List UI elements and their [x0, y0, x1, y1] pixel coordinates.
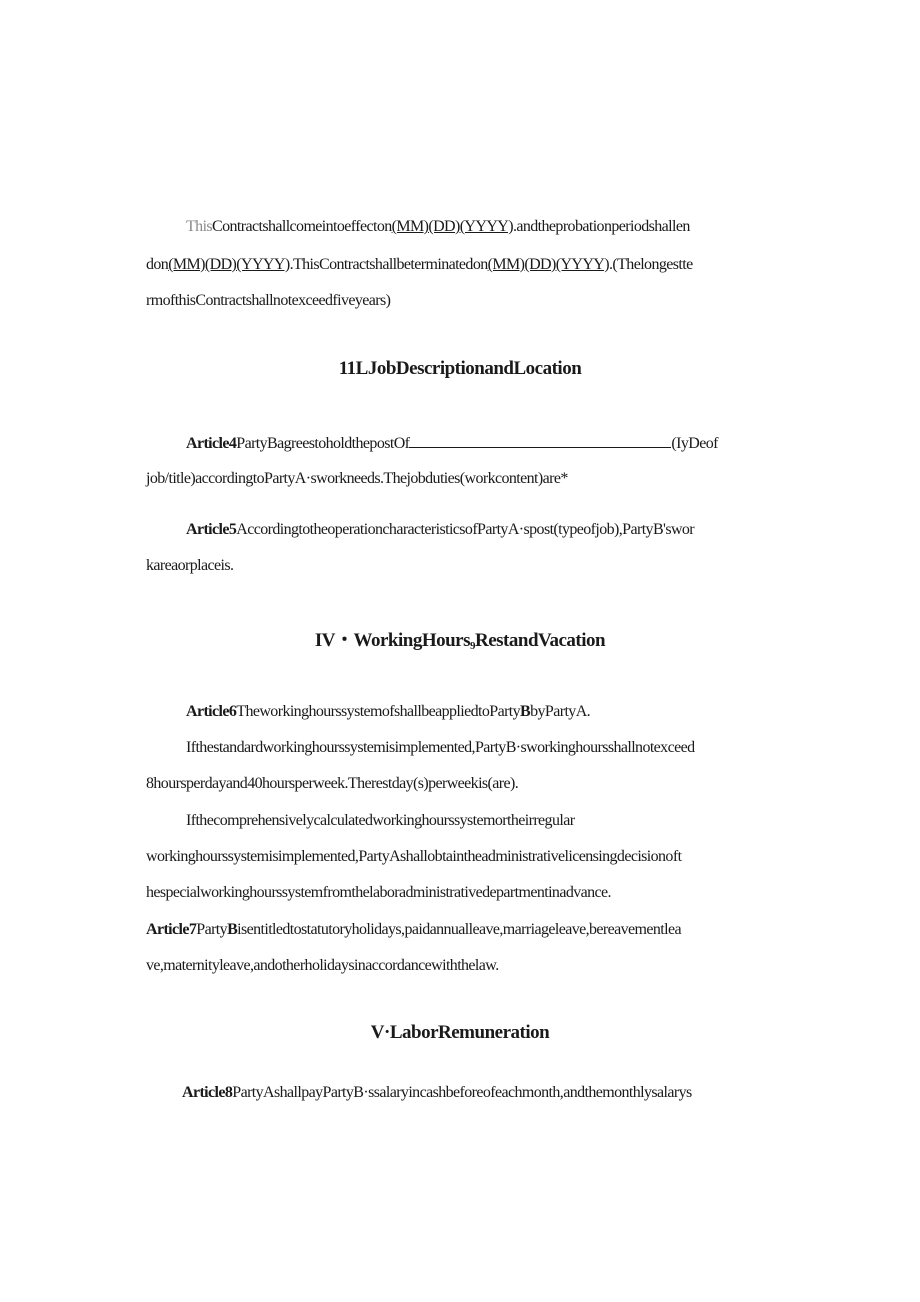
contract-term-line-3: rmofthisContractshallnotexceedfiveyears): [146, 292, 391, 309]
section-heading-labor-remuneration: V·LaborRemuneration: [370, 1022, 550, 1043]
contract-term-line-2: don(MM)(DD)(YYYY).ThisContractshallbeterminatedon(MM)(DD)(YYYY).(Thelongestte: [146, 256, 693, 273]
contract-term-line-1: ThisContractshallcomeintoeffecton(MM)(DD)(YYYY).andtheprobationperiodshallen: [186, 218, 690, 235]
article-7-line-2: ve,maternityleave,andotherholidaysinaccordancewiththelaw.: [146, 957, 499, 974]
date-field: (MM)(DD)(YYYY): [487, 256, 609, 273]
article-label: Article7: [146, 921, 197, 938]
blank-line: [409, 433, 671, 448]
article-label: Article4: [186, 435, 237, 452]
section-heading-job-description: 11LJobDescriptionandLocation: [338, 358, 582, 379]
article-6-special-hours-line-3: hespecialworkinghourssystemfromthelaboradministrativedepartmentinadvance.: [146, 884, 611, 901]
article-label: Article6: [186, 703, 237, 720]
article-6-special-hours-line-2: workinghourssystemisimplemented,PartyAshallobtaintheadministrativelicensingdecisionoft: [146, 848, 682, 865]
article-8-line-1: Article8PartyAshallpayPartyB·ssalaryincashbeforeofeachmonth,andthemonthlysalarys: [182, 1084, 692, 1101]
article-4-line-2: job/title)accordingtoPartyA·sworkneeds.Thejobduties(workcontent)are*: [146, 470, 568, 487]
article-6-standard-hours-line-2: 8hoursperdayand40hoursperweek.Therestday(s)perweekis(are).: [146, 775, 519, 792]
date-field: (MM)(DD)(YYYY): [391, 218, 513, 235]
article-6-line-1: Article6TheworkinghourssystemofshallbeappliedtoPartyBbyPartyA.: [186, 703, 591, 720]
article-5-line-1: Article5AccordingtotheoperationcharacteristicsofPartyA·spost(typeofjob),PartyB'swor: [186, 521, 695, 538]
article-6-special-hours-line-1: Ifthecomprehensivelycalculatedworkinghourssystemortheirregular: [186, 812, 575, 829]
date-field: (MM)(DD)(YYYY): [168, 256, 290, 273]
article-7-line-1: Article7PartyBisentitledtostatutoryholidays,paidannualleave,marriageleave,bereavementlea: [146, 921, 681, 938]
article-5-line-2: kareaorplaceis.: [146, 557, 234, 574]
article-label: Article8: [182, 1084, 233, 1101]
article-label: Article5: [186, 521, 237, 538]
section-heading-working-hours: IV・WorkingHours$_9$RestandVacation: [314, 630, 606, 652]
article-4-line-1: Article4PartyBagreestoholdthepostOf (IyDeof: [186, 435, 718, 452]
article-6-standard-hours-line-1: Ifthestandardworkinghourssystemisimplemented,PartyB·sworkinghoursshallnotexceed: [186, 739, 695, 756]
